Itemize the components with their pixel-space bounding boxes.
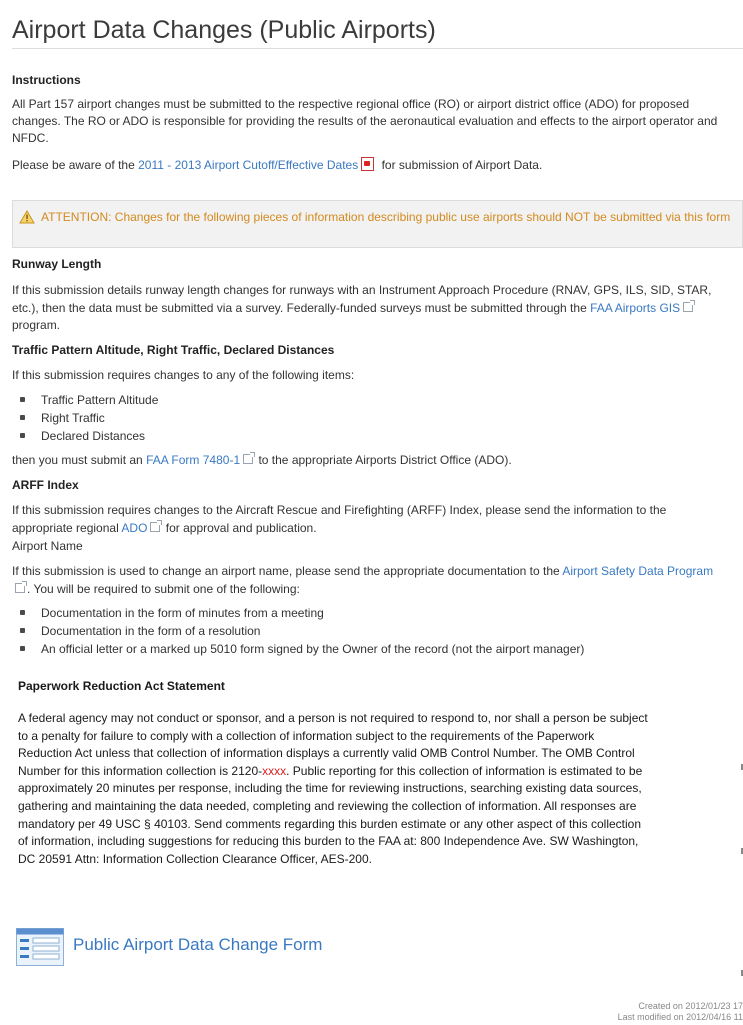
airport-name-heading: Airport Name — [12, 539, 83, 553]
page-title: Airport Data Changes (Public Airports) — [12, 16, 436, 44]
list-item: Declared Distances — [12, 427, 712, 445]
form-link-label[interactable]: Public Airport Data Change Form — [73, 935, 323, 954]
runway-length-heading: Runway Length — [12, 257, 102, 271]
traffic-form-text: then you must submit an FAA Form 7480-1 to the appropriate Airports District Office (ADO). — [12, 453, 512, 467]
traffic-pattern-intro: If this submission requires changes to any of the following items: — [12, 368, 355, 382]
paperwork-reduction-act-section — [18, 678, 658, 866]
attention-box — [12, 200, 743, 248]
arff-text: If this submission requires changes to the Aircraft Rescue and Firefighting (ARFF) Index, please send the information to the appropriate regional ADO for approval and publication. — [12, 503, 667, 535]
external-link-icon — [15, 583, 25, 593]
runway-length-text: If this submission details runway length changes for runways with an Instrument Approach Procedure (RNAV, GPS, ILS, SID, STAR, etc.), then the data must be submitted via a survey. Federally-funded surveys must be submitted through the FAA Airports GIS program. — [12, 283, 712, 332]
modified-date: Last modified on 2012/04/16 11 — [617, 1012, 743, 1022]
title-divider — [12, 48, 743, 49]
airport-safety-data-program-link[interactable]: Airport Safety Data Program — [562, 564, 714, 578]
list-item: An official letter or a marked up 5010 form signed by the Owner of the record (not the airport manager) — [12, 640, 727, 658]
airport-name-text: If this submission is used to change an airport name, please send the appropriate documentation to the Airport Safety Data Program. You will be required to submit one of the following: — [12, 564, 714, 596]
page-metadata — [618, 1001, 743, 1023]
instructions-paragraph: All Part 157 airport changes must be submitted to the respective regional office (RO) or airport district office (ADO) for proposed changes. The RO or ADO is responsible for providing the results of the aeronautical evaluation and effects to the airport operator and NFDC. — [12, 97, 718, 145]
pdf-icon — [361, 157, 374, 171]
external-link-icon — [243, 454, 253, 464]
arff-heading: ARFF Index — [12, 478, 79, 492]
faa-airports-gis-link[interactable]: FAA Airports GIS — [590, 300, 681, 315]
omb-control-placeholder: xxxx — [262, 763, 287, 778]
list-item: Documentation in the form of minutes from a meeting — [12, 604, 727, 622]
list-item: Right Traffic — [12, 409, 712, 427]
list-item: Traffic Pattern Altitude — [12, 391, 712, 409]
traffic-pattern-heading: Traffic Pattern Altitude, Right Traffic, Declared Distances — [12, 343, 335, 357]
airport-name-items-list — [12, 604, 727, 658]
list-item: Documentation in the form of a resolution — [12, 622, 727, 640]
cutoff-dates-text: Please be aware of the 2011 - 2013 Airport Cutoff/Effective Dates for submission of Airport Data. — [12, 158, 543, 172]
ado-link[interactable]: ADO — [121, 521, 148, 535]
external-link-icon — [683, 302, 693, 312]
instructions-heading: Instructions — [12, 73, 81, 87]
faa-form-7480-1-link[interactable]: FAA Form 7480-1 — [146, 453, 241, 467]
attention-text: ATTENTION: Changes for the following pieces of information describing public use airports should NOT be submitted via this form — [41, 210, 731, 224]
external-link-icon — [150, 522, 160, 532]
warning-icon — [19, 210, 35, 224]
pra-body: A federal agency may not conduct or sponsor, and a person is not required to respond to, nor shall a person be subject to a penalty for failure to comply with a collection of information subject to the requirements of the Paperwork Reduction Act unless that collection of information displays a currently valid OMB Control Number. The OMB Control Number for this information collection is 2120-xxxx. Public reporting for this collection of information is estimated to be approximately 20 minutes per response, including the time for reviewing instructions, searching existing data sources, gathering and maintaining the data needed, completing and reviewing the collection of information. All responses are mandatory per 49 USC § 40103. Send comments regarding this burden estimate or any other aspect of this collection of information, including suggestions for reducing this burden to the FAA at: 800 Independence Ave. SW Washington, DC 20591 Attn: Information Collection Clearance Officer, AES-200. — [18, 711, 648, 866]
form-icon — [16, 928, 64, 966]
pra-title: Paperwork Reduction Act Statement — [18, 679, 225, 693]
created-date: Created on 2012/01/23 17 — [638, 1001, 743, 1011]
traffic-items-list — [12, 391, 712, 445]
cutoff-dates-link[interactable]: 2011 - 2013 Airport Cutoff/Effective Dates — [138, 158, 359, 172]
